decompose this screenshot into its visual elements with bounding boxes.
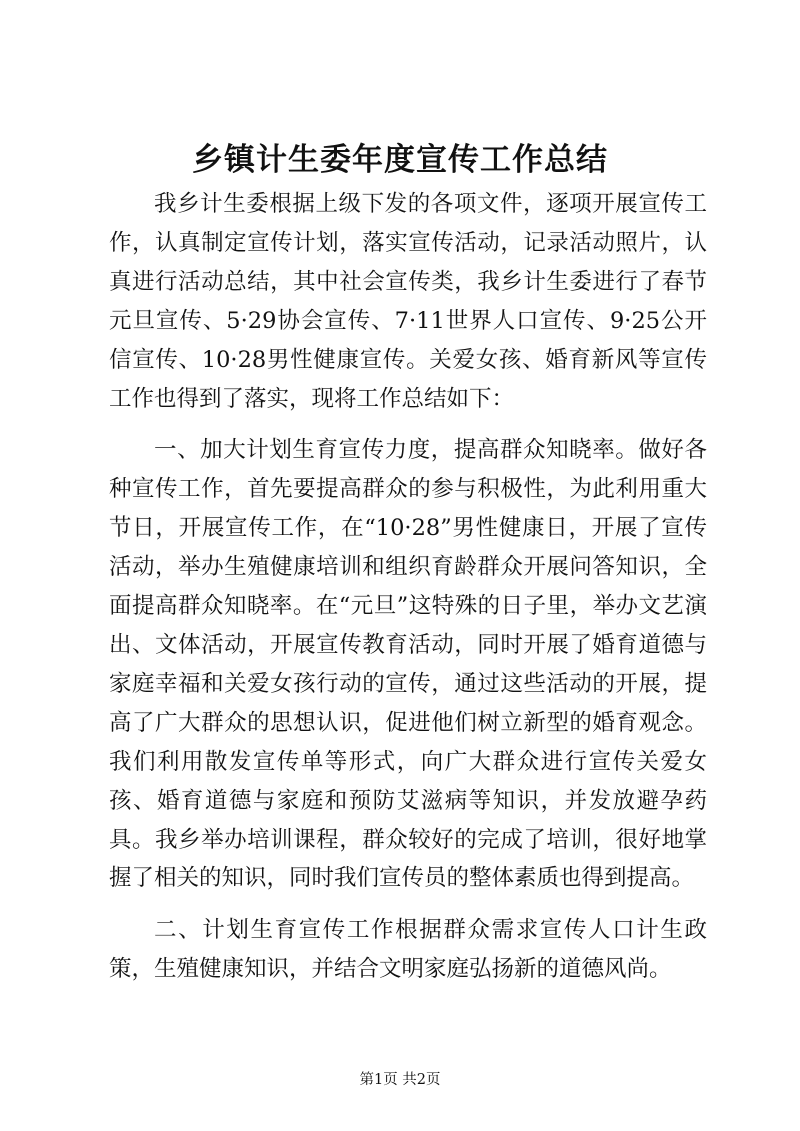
paragraph-intro: 我乡计生委根据上级下发的各项文件，逐项开展宣传工作，认真制定宣传计划，落实宣传活动，记录活动照片，认真进行活动总结，其中社会宣传类，我乡计生委进行了春节元旦宣传、5·29协会宣传、7·11世界人口宣传、9·25公开信宣传、10·28男性健康宣传。关爱女孩、婚育新风等宣传工作也得到了落实，现将工作总结如下：	[109, 191, 707, 412]
paragraph-section-one: 一、加大计划生育宣传力度，提高群众知晓率。做好各种宣传工作，首先要提高群众的参与积极性，为此利用重大节日，开展宣传工作，在“10·28”男性健康日，开展了宣传活动，举办生殖健康培训和组织育龄群众开展问答知识，全面提高群众知晓率。在“元旦”这特殊的日子里，举办文艺演出、文体活动，开展宣传教育活动，同时开展了婚育道德与家庭幸福和关爱女孩行动的宣传，通过这些活动的开展，提高了广大群众的思想认识，促进他们树立新型的婚育观念。我们利用散发宣传单等形式，向广大群众进行宣传关爱女孩、婚育道德与家庭和预防艾滋病等知识，并发放避孕药具。我乡举办培训课程，群众较好的完成了培训，很好地掌握了相关的知识，同时我们宣传员的整体素质也得到提高。	[109, 437, 707, 892]
paragraph-section-two: 二、计划生育宣传工作根据群众需求宣传人口计生政策，生殖健康知识，并结合文明家庭弘扬新的道德风尚。	[109, 917, 707, 983]
document-title: 乡镇计生委年度宣传工作总结	[192, 142, 608, 178]
document-body	[109, 185, 707, 1002]
page-number-footer: 第1页 共2页	[359, 1072, 441, 1088]
